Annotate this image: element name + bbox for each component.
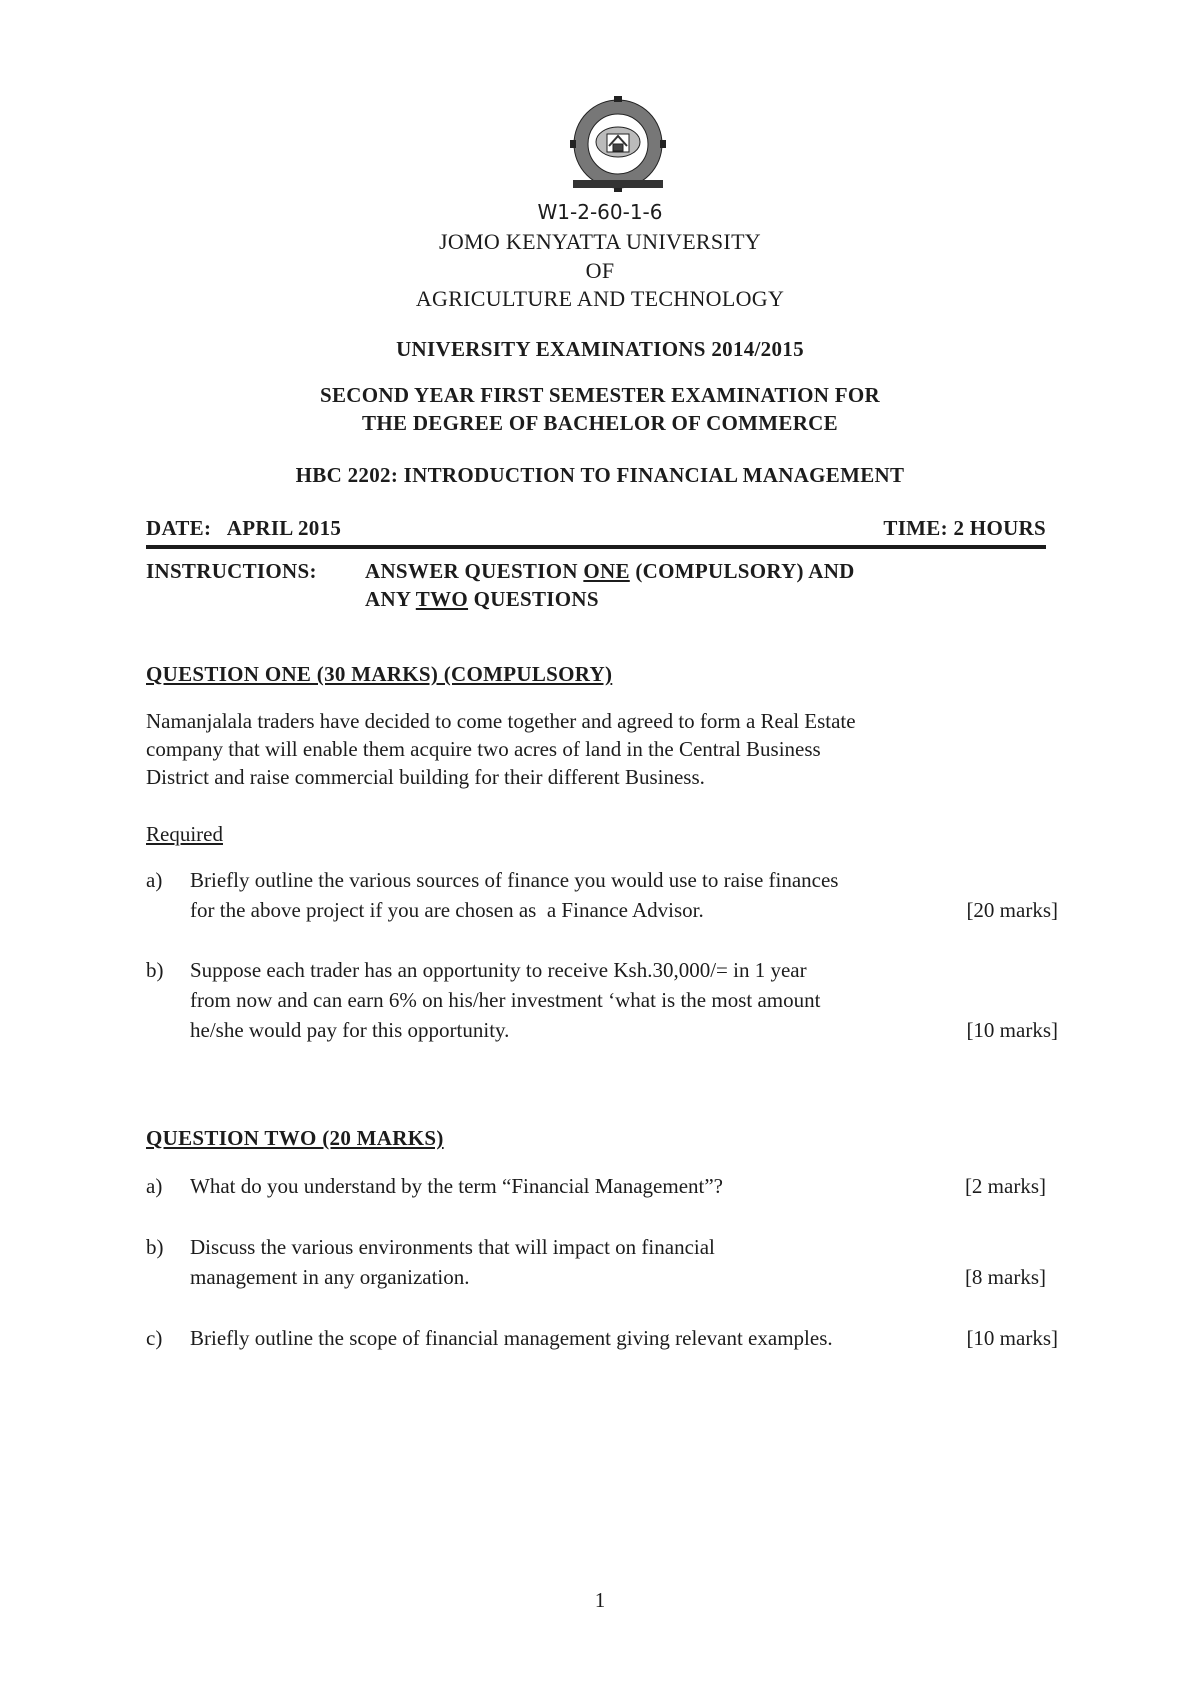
q1-a-marks: [20 marks] (966, 898, 1058, 922)
question-one-intro-line1: Namanjalala traders have decided to come together and agreed to form a Real Estate (146, 709, 856, 733)
exam-time: TIME: 2 HOURS (883, 516, 1046, 540)
question-one-intro-line2: company that will enable them acquire two acres of land in the Central Business (146, 737, 821, 761)
q1-a-line1: Briefly outline the various sources of finance you would use to raise finances (190, 868, 839, 892)
q2-a-line1: What do you understand by the term “Financial Management”? (190, 1174, 723, 1198)
exam-date: DATE: APRIL 2015 (146, 516, 342, 540)
q2-b-line1: Discuss the various environments that will impact on financial (190, 1235, 715, 1259)
university-name-line3: AGRICULTURE AND TECHNOLOGY (415, 286, 785, 311)
instructions-line2: ANY TWO QUESTIONS (365, 587, 599, 611)
question-one-intro-line3: District and raise commercial building for their different Business. (146, 765, 705, 789)
exam-code: W1-2-60-1-6 (537, 200, 663, 224)
q1-b-marks: [10 marks] (966, 1018, 1058, 1042)
university-name-line2: OF (585, 258, 615, 283)
q1-b-line1: Suppose each trader has an opportunity to receive Ksh.30,000/= in 1 year (190, 958, 807, 982)
q2-a-marks: [2 marks] (964, 1174, 1046, 1198)
exam-description-line2: THE DEGREE OF BACHELOR OF COMMERCE (362, 411, 838, 435)
course-title: HBC 2202: INTRODUCTION TO FINANCIAL MANAGEMENT (295, 463, 905, 487)
q2-b-label: b) (146, 1235, 164, 1259)
q2-c-line1: Briefly outline the scope of financial management giving relevant examples. (190, 1326, 833, 1350)
instructions-label: INSTRUCTIONS: (146, 559, 317, 583)
q1-b-line2: from now and can earn 6% on his/her investment ‘what is the most amount (190, 988, 821, 1012)
exam-year: UNIVERSITY EXAMINATIONS 2014/2015 (396, 337, 804, 361)
q2-c-label: c) (146, 1326, 163, 1350)
q1-b-label: b) (146, 958, 164, 982)
required-heading: Required (146, 822, 223, 846)
q1-a-line2: for the above project if you are chosen as a Finance Advisor. (190, 898, 704, 922)
q1-b-line3: he/she would pay for this opportunity. (190, 1018, 510, 1042)
header-divider (146, 545, 1046, 549)
exam-description-line1: SECOND YEAR FIRST SEMESTER EXAMINATION FOR (319, 383, 881, 407)
q2-b-line2: management in any organization. (190, 1265, 470, 1289)
question-one-title: QUESTION ONE (30 MARKS) (COMPULSORY) (146, 662, 613, 686)
q2-a-label: a) (146, 1174, 163, 1198)
question-two-title: QUESTION TWO (20 MARKS) (146, 1126, 444, 1150)
page-number: 1 (594, 1588, 606, 1612)
q2-b-marks: [8 marks] (964, 1265, 1046, 1289)
university-name-line1: JOMO KENYATTA UNIVERSITY (439, 229, 761, 254)
q2-c-marks: [10 marks] (966, 1326, 1058, 1350)
university-crest-icon (543, 94, 693, 194)
instructions-line1: ANSWER QUESTION ONE (COMPULSORY) AND (365, 559, 855, 583)
q1-a-label: a) (146, 868, 163, 892)
